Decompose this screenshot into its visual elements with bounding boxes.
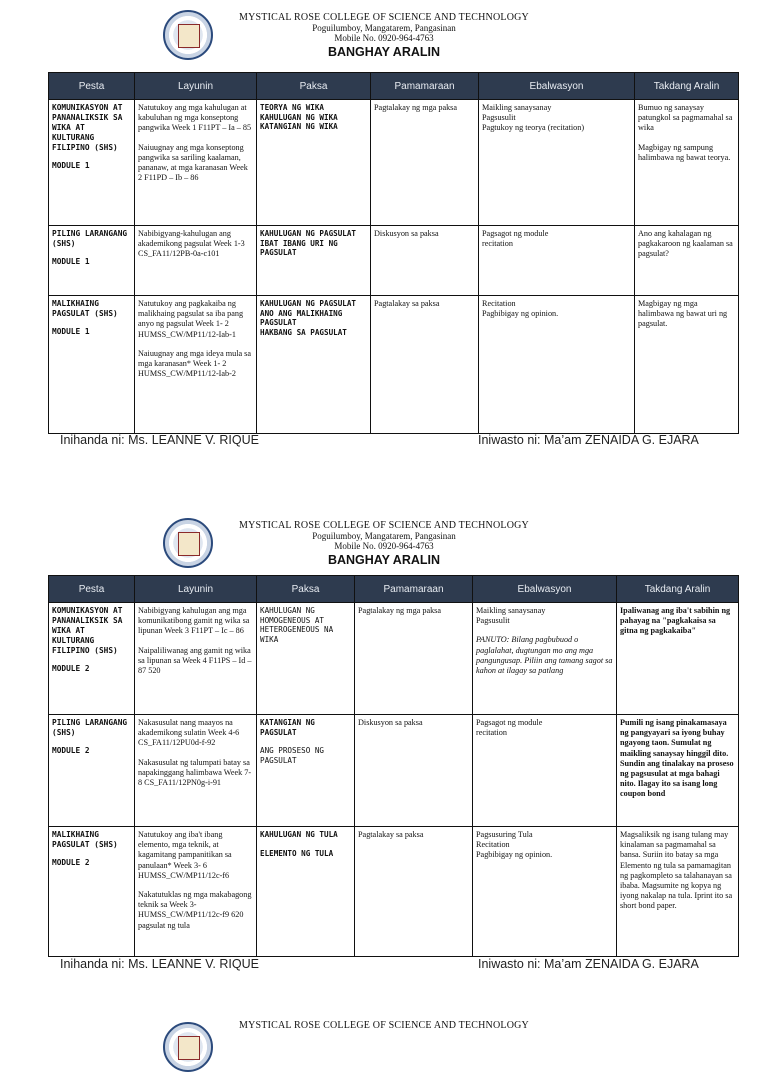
column-header: Layunin: [135, 576, 257, 603]
subject-name: PILING LARANGANG (SHS): [52, 718, 128, 737]
ebalwasyon-cell: Pagsagot ng module recitation: [473, 715, 617, 827]
table-row: [49, 715, 739, 827]
layunin-text: Natutukoy ang pagkakaiba ng malikhaing pagsulat sa iba pang anyo ng pagsulat Week 1- 2 HUMSS_CW/MP11/12-Iab-1: [138, 299, 244, 339]
paksa-cell: KAHULUGAN NG HOMOGENEOUS AT HETEROGENEOUS NA WIKA: [257, 603, 355, 715]
page-header: [0, 1012, 768, 1084]
layunin-text: Naiuugnay ang mga konseptong pangwika sa sariling kaalaman, pananaw, at mga karanasan Week 2 F11PD – Ib – 86: [138, 142, 248, 183]
school-name: MYSTICAL ROSE COLLEGE OF SCIENCE AND TECHNOLOGY: [239, 1020, 529, 1031]
school-info: [0, 521, 768, 568]
school-info: [0, 1021, 768, 1031]
pamamaraan-cell: Pagtalakay sa paksa: [355, 827, 473, 957]
paksa-text: ANG PROSESO NG PAGSULAT: [260, 746, 325, 765]
checked-by: Iniwasto ni: Ma’am ZENAIDA G. EJARA: [478, 957, 699, 971]
takdang-aralin-cell: [635, 100, 739, 226]
layunin-text: Nakasusulat ng talumpati batay sa napakinggang halimbawa Week 7-8 CS_FA11/12PN0g-i-91: [138, 757, 252, 788]
column-header: Layunin: [135, 73, 257, 100]
layunin-text: Nakasusulat nang maayos na akademikong sulatin Week 4-6 CS_FA11/12PU0d-f-92: [138, 718, 240, 748]
ebalwasyon-text: Maikling sanaysanay Pagsusulit: [476, 606, 546, 626]
document-title: BANGHAY ARALIN: [327, 45, 441, 59]
school-address: Poguilumboy, Mangatarem, Pangasinan: [312, 531, 456, 541]
layunin-cell: [135, 603, 257, 715]
school-info: [0, 13, 768, 60]
school-name: MYSTICAL ROSE COLLEGE OF SCIENCE AND TECHNOLOGY: [239, 12, 529, 23]
subject-cell: [49, 100, 135, 226]
school-mobile: Mobile No. 0920-964-4763: [334, 541, 434, 551]
paksa-text: KAHULUGAN NG TULA: [260, 830, 338, 839]
layunin-text: Nabibigyang kahulugan ang mga komunikatibong gamit ng wika sa lipunan Week 3 F11PT – Ic – 86: [138, 606, 250, 636]
ebalwasyon-cell: Recitation Pagbibigay ng opinion.: [479, 296, 635, 434]
takdang-aralin-cell: Ipaliwanag ang iba't sabihin ng pahayag na "pagkakaisa sa gitna ng pagkakaiba": [617, 603, 739, 715]
layunin-text: Naipaliliwanag ang gamit ng wika sa lipunan sa Week 4 F11PS – Id – 87 520: [138, 645, 252, 676]
layunin-cell: [135, 827, 257, 957]
table-row: [49, 603, 739, 715]
subject-cell: [49, 827, 135, 957]
module-label: MODULE 1: [52, 161, 90, 170]
ebalwasyon-cell: Pagsagot ng module recitation: [479, 226, 635, 296]
module-label: MODULE 2: [52, 664, 90, 673]
takdang-text: Bumuo ng sanaysay patungkol sa pagmamahal sa wika: [638, 103, 733, 133]
column-header: Ebalwasyon: [479, 73, 635, 100]
layunin-cell: Nabibigyang-kahulugan ang akademikong pagsulat Week 1-3 CS_FA11/12PB-0a-c101: [135, 226, 257, 296]
prepared-by: Inihanda ni: Ms. LEANNE V. RIQUE: [60, 957, 259, 971]
paksa-text: ELEMENTO NG TULA: [260, 848, 334, 858]
column-header: Pamamaraan: [355, 576, 473, 603]
subject-name: PILING LARANGANG (SHS): [52, 229, 128, 248]
ebalwasyon-instruction: PANUTO: Bilang pagbubuod o paglalahat, dugtungan mo ang mga pangungusap. Piliin ang tamang sagot sa kahon at ilagay sa patlang: [476, 635, 613, 676]
subject-cell: [49, 603, 135, 715]
table-header-row: [49, 576, 739, 603]
table-row: [49, 100, 739, 226]
layunin-text: Natutukoy ang iba't ibang elemento, mga teknik, at kagamitang pampanitikan sa panulaan* Week 3- 6 HUMSS_CW/MP11/12c-f6: [138, 830, 232, 880]
page-header: [0, 508, 768, 580]
column-header: Paksa: [257, 576, 355, 603]
school-address: Poguilumboy, Mangatarem, Pangasinan: [312, 23, 456, 33]
subject-cell: [49, 715, 135, 827]
prepared-by: Inihanda ni: Ms. LEANNE V. RIQUE: [60, 433, 259, 447]
subject-cell: [49, 296, 135, 434]
module-label: MODULE 2: [52, 746, 90, 755]
takdang-aralin-cell: Magsaliksik ng isang tulang may kinalaman sa pagmamahal sa bansa. Suriin ito batay sa mga Elemento ng tula sa pamamagitan ng pagkompleto sa talahanayan sa ibaba. Magsumite ng kopya ng iyong nakalap na tula. Iprint ito sa short bond paper.: [617, 827, 739, 957]
table-header-row: [49, 73, 739, 100]
lesson-plan-page-2: [0, 508, 768, 971]
subject-name: KOMUNIKASYON AT PANANALIKSIK SA WIKA AT KULTURANG FILIPINO (SHS): [52, 606, 123, 655]
layunin-text: Nakatutuklas ng mga makabagong teknik sa Week 3- HUMSS_CW/MP11/12c-f9 620 pagsulat ng tula: [138, 890, 252, 930]
table-row: [49, 296, 739, 434]
layunin-cell: [135, 100, 257, 226]
lesson-plan-table: [48, 575, 739, 957]
column-header: Pesta: [49, 576, 135, 603]
column-header: Takdang Aralin: [617, 576, 739, 603]
lesson-plan-table: [48, 72, 739, 434]
pamamaraan-cell: Pagtalakay ng mga paksa: [371, 100, 479, 226]
school-name: MYSTICAL ROSE COLLEGE OF SCIENCE AND TECHNOLOGY: [239, 520, 529, 531]
lesson-plan-page-3: [0, 1012, 768, 1084]
subject-name: MALIKHAING PAGSULAT (SHS): [52, 299, 118, 318]
table-row: [49, 827, 739, 957]
paksa-cell: TEORYA NG WIKA KAHULUGAN NG WIKA KATANGIAN NG WIKA: [257, 100, 371, 226]
ebalwasyon-cell: Maikling sanaysanay Pagsusulit Pagtukoy ng teorya (recitation): [479, 100, 635, 226]
checked-by: Iniwasto ni: Ma’am ZENAIDA G. EJARA: [478, 433, 699, 447]
paksa-cell: [257, 827, 355, 957]
ebalwasyon-cell: Pagsusuring Tula Recitation Pagbibigay ng opinion.: [473, 827, 617, 957]
paksa-cell: [257, 715, 355, 827]
lesson-plan-page-1: [0, 0, 768, 447]
layunin-cell: [135, 715, 257, 827]
takdang-text: Magbigay ng sampung halimbawa ng bawat teorya.: [638, 142, 731, 162]
module-label: MODULE 2: [52, 858, 90, 867]
takdang-aralin-cell: Pumili ng isang pinakamasaya ng pangyayari sa iyong buhay ngayong taon. Sumulat ng maikling sanaysay hinggil dito. Sundin ang tinalakay na proseso ng pagsusulat at mga bahagi nito. Ilagay ito sa isang long coupon bond: [617, 715, 739, 827]
paksa-cell: KAHULUGAN NG PAGSULAT ANO ANG MALIKHAING PAGSULAT HAKBANG SA PAGSULAT: [257, 296, 371, 434]
subject-name: KOMUNIKASYON AT PANANALIKSIK SA WIKA AT KULTURANG FILIPINO (SHS): [52, 103, 123, 152]
paksa-text: KATANGIAN NG PAGSULAT: [260, 718, 315, 737]
takdang-aralin-cell: Magbigay ng mga halimbawa ng bawat uri ng pagsulat.: [635, 296, 739, 434]
column-header: Takdang Aralin: [635, 73, 739, 100]
pamamaraan-cell: Pagtalakay ng mga paksa: [355, 603, 473, 715]
column-header: Ebalwasyon: [473, 576, 617, 603]
module-label: MODULE 1: [52, 327, 90, 336]
document-title: BANGHAY ARALIN: [327, 553, 441, 567]
takdang-aralin-cell: Ano ang kahalagan ng pagkakaroon ng kaalaman sa pagsulat?: [635, 226, 739, 296]
column-header: Pamamaraan: [371, 73, 479, 100]
column-header: Paksa: [257, 73, 371, 100]
layunin-text: Natutukoy ang mga kahulugan at kabuluhan ng mga konseptong pangwika Week 1 F11PT – Ia – 85: [138, 103, 252, 133]
school-mobile: Mobile No. 0920-964-4763: [334, 33, 434, 43]
page-header: [0, 0, 768, 72]
pamamaraan-cell: Pagtalakay sa paksa: [371, 296, 479, 434]
module-label: MODULE 1: [52, 257, 90, 266]
subject-cell: [49, 226, 135, 296]
layunin-cell: [135, 296, 257, 434]
paksa-cell: KAHULUGAN NG PAGSULAT IBAT IBANG URI NG PAGSULAT: [257, 226, 371, 296]
pamamaraan-cell: Diskusyon sa paksa: [371, 226, 479, 296]
layunin-text: Naiuugnay ang mga ideya mula sa mga karanasan* Week 1- 2 HUMSS_CW/MP11/12-Iab-2: [138, 348, 251, 379]
pamamaraan-cell: Diskusyon sa paksa: [355, 715, 473, 827]
column-header: Pesta: [49, 73, 135, 100]
subject-name: MALIKHAING PAGSULAT (SHS): [52, 830, 118, 849]
table-row: [49, 226, 739, 296]
ebalwasyon-cell: [473, 603, 617, 715]
